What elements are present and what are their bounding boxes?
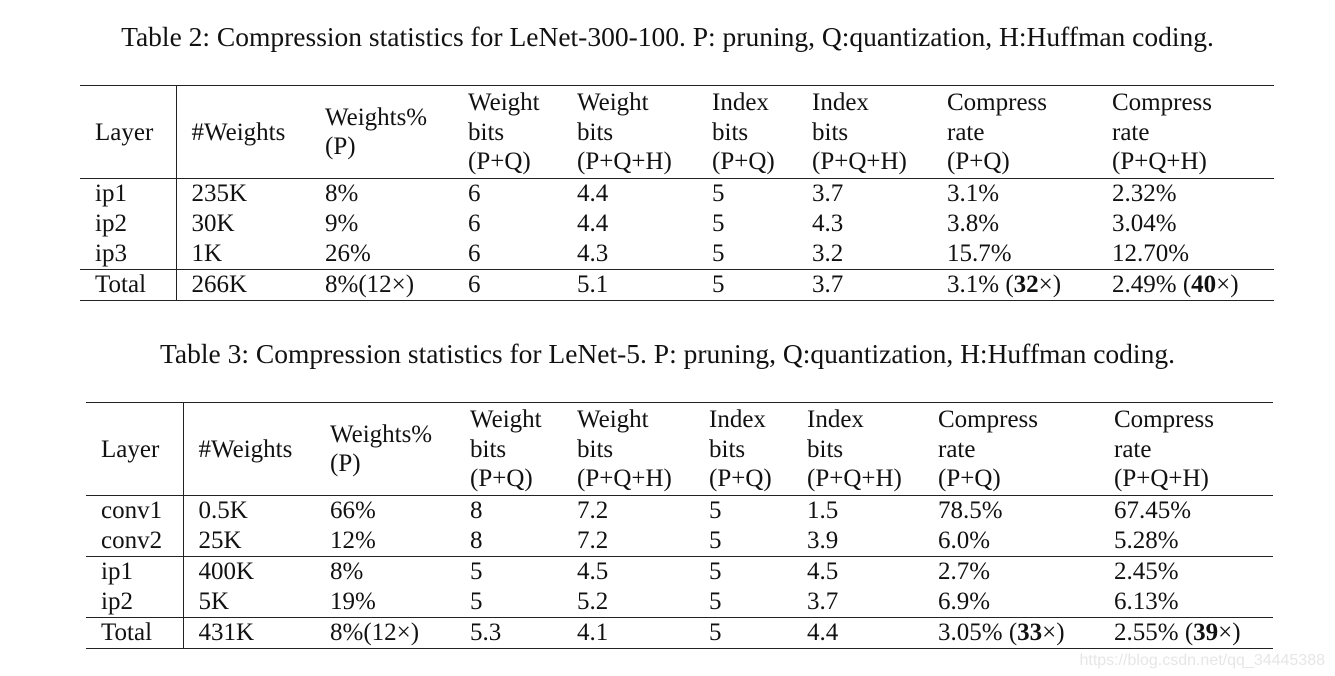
- table-cell: 15.7%: [947, 239, 1012, 267]
- table-cell: 4.3: [812, 209, 844, 237]
- table-cell: 4.5: [792, 556, 923, 587]
- rate-text: 2.55% (: [1114, 618, 1194, 646]
- table-cell: 26%: [325, 239, 371, 267]
- table-cell: 66%: [315, 495, 455, 526]
- table-cell: 6.0%: [938, 526, 991, 554]
- header-text: (P): [330, 450, 361, 478]
- table-cell: 3.7: [797, 178, 932, 209]
- table-cell: 6.9%: [938, 587, 991, 615]
- header-text: (P+Q+H): [1112, 148, 1207, 175]
- total-compress-rate-pq: [923, 617, 1099, 648]
- table2-header-row: [80, 86, 1274, 179]
- header-text: Compress: [938, 406, 1038, 433]
- table-cell: 5: [694, 617, 792, 648]
- table-cell: 5.3: [455, 617, 562, 648]
- table-cell: 8%(12×): [315, 617, 455, 648]
- table3-caption: Table 3: Compression statistics for LeNet-5. P: pruning, Q:quantization, H:Huffman coding.: [160, 338, 1175, 369]
- table-cell: 4.4: [562, 178, 697, 209]
- table-cell: 67.45%: [1099, 495, 1273, 526]
- header-text: bits: [807, 435, 844, 463]
- table-cell: 6: [453, 269, 562, 300]
- header-weights-pct: [310, 86, 453, 179]
- table-cell: 5: [697, 178, 797, 209]
- header-text: bits: [577, 435, 614, 463]
- table-cell: 4.4: [792, 617, 923, 648]
- table-cell: 3.7: [797, 269, 932, 300]
- header-index-bits-pq: [697, 86, 797, 179]
- table-cell: 5: [709, 587, 722, 615]
- table3: [86, 402, 1273, 649]
- table-total-row: [86, 617, 1273, 648]
- table-cell: 19%: [330, 587, 376, 615]
- header-weights-pct: [315, 403, 455, 496]
- header-weight-bits-pq: [453, 86, 562, 179]
- table-cell: 5: [709, 526, 722, 554]
- table-cell: 8%(12×): [310, 269, 453, 300]
- table-row: [80, 239, 1274, 270]
- header-text: rate: [947, 118, 985, 146]
- rate-text: ×): [1216, 270, 1239, 298]
- table-cell: 5: [470, 587, 483, 615]
- table-cell: 3.1%: [932, 178, 1097, 209]
- header-text: Weights%: [330, 420, 433, 448]
- table-cell: 5.28%: [1114, 526, 1179, 554]
- header-text: (P+Q+H): [577, 148, 672, 175]
- table-row: [86, 495, 1273, 526]
- table-cell: 5: [712, 209, 725, 237]
- table-cell: conv1: [86, 495, 183, 526]
- header-text: Compress: [1114, 406, 1214, 433]
- table-cell: 8%: [315, 556, 455, 587]
- table-cell: ip2: [80, 209, 176, 239]
- table-cell: 1.5: [792, 495, 923, 526]
- table-cell: 6: [453, 178, 562, 209]
- table-cell: 8: [455, 495, 562, 526]
- table-cell: 266K: [176, 269, 310, 300]
- header-text: bits: [812, 118, 849, 146]
- header-text: #Weights: [191, 118, 286, 146]
- table3-header-row: [86, 403, 1273, 496]
- header-text: bits: [470, 435, 507, 463]
- header-text: (P+Q+H): [1114, 465, 1209, 492]
- total-compress-rate-pqh: [1099, 617, 1273, 648]
- rate-text: ×): [1218, 618, 1241, 646]
- header-text: rate: [1114, 435, 1152, 463]
- table-cell: 30K: [191, 209, 235, 237]
- total-compress-rate-pq: [932, 269, 1097, 300]
- table-cell: 7.2: [562, 495, 694, 526]
- header-text: Index: [712, 89, 769, 116]
- rate-text: 3.05% (: [938, 618, 1018, 646]
- table-cell: conv2: [86, 526, 183, 557]
- table-cell: 431K: [183, 617, 315, 648]
- table-cell: Total: [86, 617, 183, 648]
- table-cell: 25K: [198, 526, 242, 554]
- header-weight-bits-pq: [455, 403, 562, 496]
- table-cell: 5: [694, 556, 792, 587]
- rate-factor: 40: [1191, 270, 1217, 298]
- table-cell: 78.5%: [923, 495, 1099, 526]
- rate-text: 3.1% (: [947, 270, 1014, 298]
- header-text: (P+Q): [712, 148, 775, 175]
- header-text: (P+Q): [468, 148, 531, 175]
- header-text: bits: [709, 435, 746, 463]
- table-cell: 400K: [183, 556, 315, 587]
- table-cell: 7.2: [577, 526, 609, 554]
- table-cell: ip3: [80, 239, 176, 270]
- header-text: Weights%: [325, 103, 428, 131]
- header-index-bits-pqh: [792, 403, 923, 496]
- table-cell: 4.1: [562, 617, 694, 648]
- table2-caption: Table 2: Compression statistics for LeNet-300-100. P: pruning, Q:quantization, H:Huffman coding.: [121, 21, 1214, 52]
- rate-factor: 33: [1017, 618, 1043, 646]
- header-text: (P+Q): [938, 465, 1001, 492]
- table-cell: 8%: [310, 178, 453, 209]
- header-text: Weight: [468, 89, 540, 116]
- rate-factor: 32: [1013, 270, 1039, 298]
- table-cell: 4.3: [577, 239, 609, 267]
- header-text: Weight: [470, 406, 542, 433]
- header-text: Weight: [577, 89, 649, 116]
- table-cell: 2.45%: [1099, 556, 1273, 587]
- header-text: Layer: [95, 118, 154, 146]
- header-compress-rate-pq: [932, 86, 1097, 179]
- header-text: rate: [1112, 118, 1150, 146]
- table-cell: ip1: [86, 556, 183, 587]
- header-compress-rate-pqh: [1099, 403, 1273, 496]
- table-cell: 4.4: [577, 209, 609, 237]
- header-text: Index: [812, 89, 869, 116]
- watermark: https://blog.csdn.net/qq_34445388: [1079, 652, 1325, 669]
- table-cell: 5: [455, 556, 562, 587]
- table-cell: 6.13%: [1114, 587, 1179, 615]
- table-cell: 6: [468, 209, 481, 237]
- table-cell: 3.8%: [947, 209, 1000, 237]
- table-cell: 5.1: [562, 269, 697, 300]
- table-cell: 5: [697, 269, 797, 300]
- table-cell: 12%: [330, 526, 376, 554]
- rate-text: ×): [1038, 270, 1062, 298]
- table-cell: 5.2: [577, 587, 609, 615]
- table-total-row: [80, 269, 1274, 300]
- header-text: bits: [577, 118, 614, 146]
- header-text: (P+Q): [470, 465, 533, 492]
- table-cell: 235K: [176, 178, 310, 209]
- table-row: [86, 526, 1273, 557]
- table-cell: 3.7: [807, 587, 839, 615]
- header-layer: [86, 403, 183, 496]
- header-weight-bits-pqh: [562, 403, 694, 496]
- header-text: (P+Q): [947, 148, 1010, 175]
- table-cell: 2.32%: [1097, 178, 1274, 209]
- table-row: [80, 178, 1274, 209]
- rate-text: 2.49% (: [1112, 270, 1192, 298]
- table-cell: 4.5: [562, 556, 694, 587]
- table-cell: 0.5K: [183, 495, 315, 526]
- table-cell: 8: [470, 526, 483, 554]
- header-text: (P+Q): [709, 465, 772, 492]
- header-compress-rate-pqh: [1097, 86, 1274, 179]
- table-cell: 9%: [325, 209, 359, 237]
- table-row: [80, 209, 1274, 239]
- header-text: (P): [325, 133, 356, 161]
- header-text: bits: [468, 118, 505, 146]
- header-text: Layer: [101, 435, 160, 463]
- table-cell: 2.7%: [923, 556, 1099, 587]
- header-text: Compress: [1112, 89, 1212, 116]
- table-cell: 5: [712, 239, 725, 267]
- header-text: Index: [709, 406, 766, 433]
- table-cell: 1K: [191, 239, 223, 267]
- table-cell: Total: [80, 269, 176, 300]
- header-index-bits-pq: [694, 403, 792, 496]
- header-compress-rate-pq: [923, 403, 1099, 496]
- header-index-bits-pqh: [797, 86, 932, 179]
- table-cell: 5: [694, 495, 792, 526]
- table2: [80, 85, 1274, 301]
- table-row: [86, 556, 1273, 587]
- header-weight-bits-pqh: [562, 86, 697, 179]
- header-text: Compress: [947, 89, 1047, 116]
- header-text: Index: [807, 406, 864, 433]
- table-cell: ip1: [80, 178, 176, 209]
- table-row: [86, 587, 1273, 618]
- table-cell: 3.2: [812, 239, 844, 267]
- table-cell: 5K: [198, 587, 230, 615]
- table-cell: ip2: [86, 587, 183, 618]
- table-cell: 3.04%: [1112, 209, 1177, 237]
- header-text: (P+Q+H): [807, 465, 902, 492]
- header-weights: [183, 403, 315, 496]
- header-weights: [176, 86, 310, 179]
- header-text: (P+Q+H): [812, 148, 907, 175]
- rate-text: ×): [1042, 618, 1065, 646]
- total-compress-rate-pqh: [1097, 269, 1274, 300]
- table-cell: 3.9: [807, 526, 839, 554]
- rate-factor: 39: [1193, 618, 1219, 646]
- header-layer: [80, 86, 176, 179]
- table-cell: 12.70%: [1112, 239, 1190, 267]
- header-text: bits: [712, 118, 749, 146]
- header-text: #Weights: [198, 435, 293, 463]
- table-cell: 6: [468, 239, 481, 267]
- header-text: Weight: [577, 406, 649, 433]
- header-text: (P+Q+H): [577, 465, 672, 492]
- header-text: rate: [938, 435, 976, 463]
